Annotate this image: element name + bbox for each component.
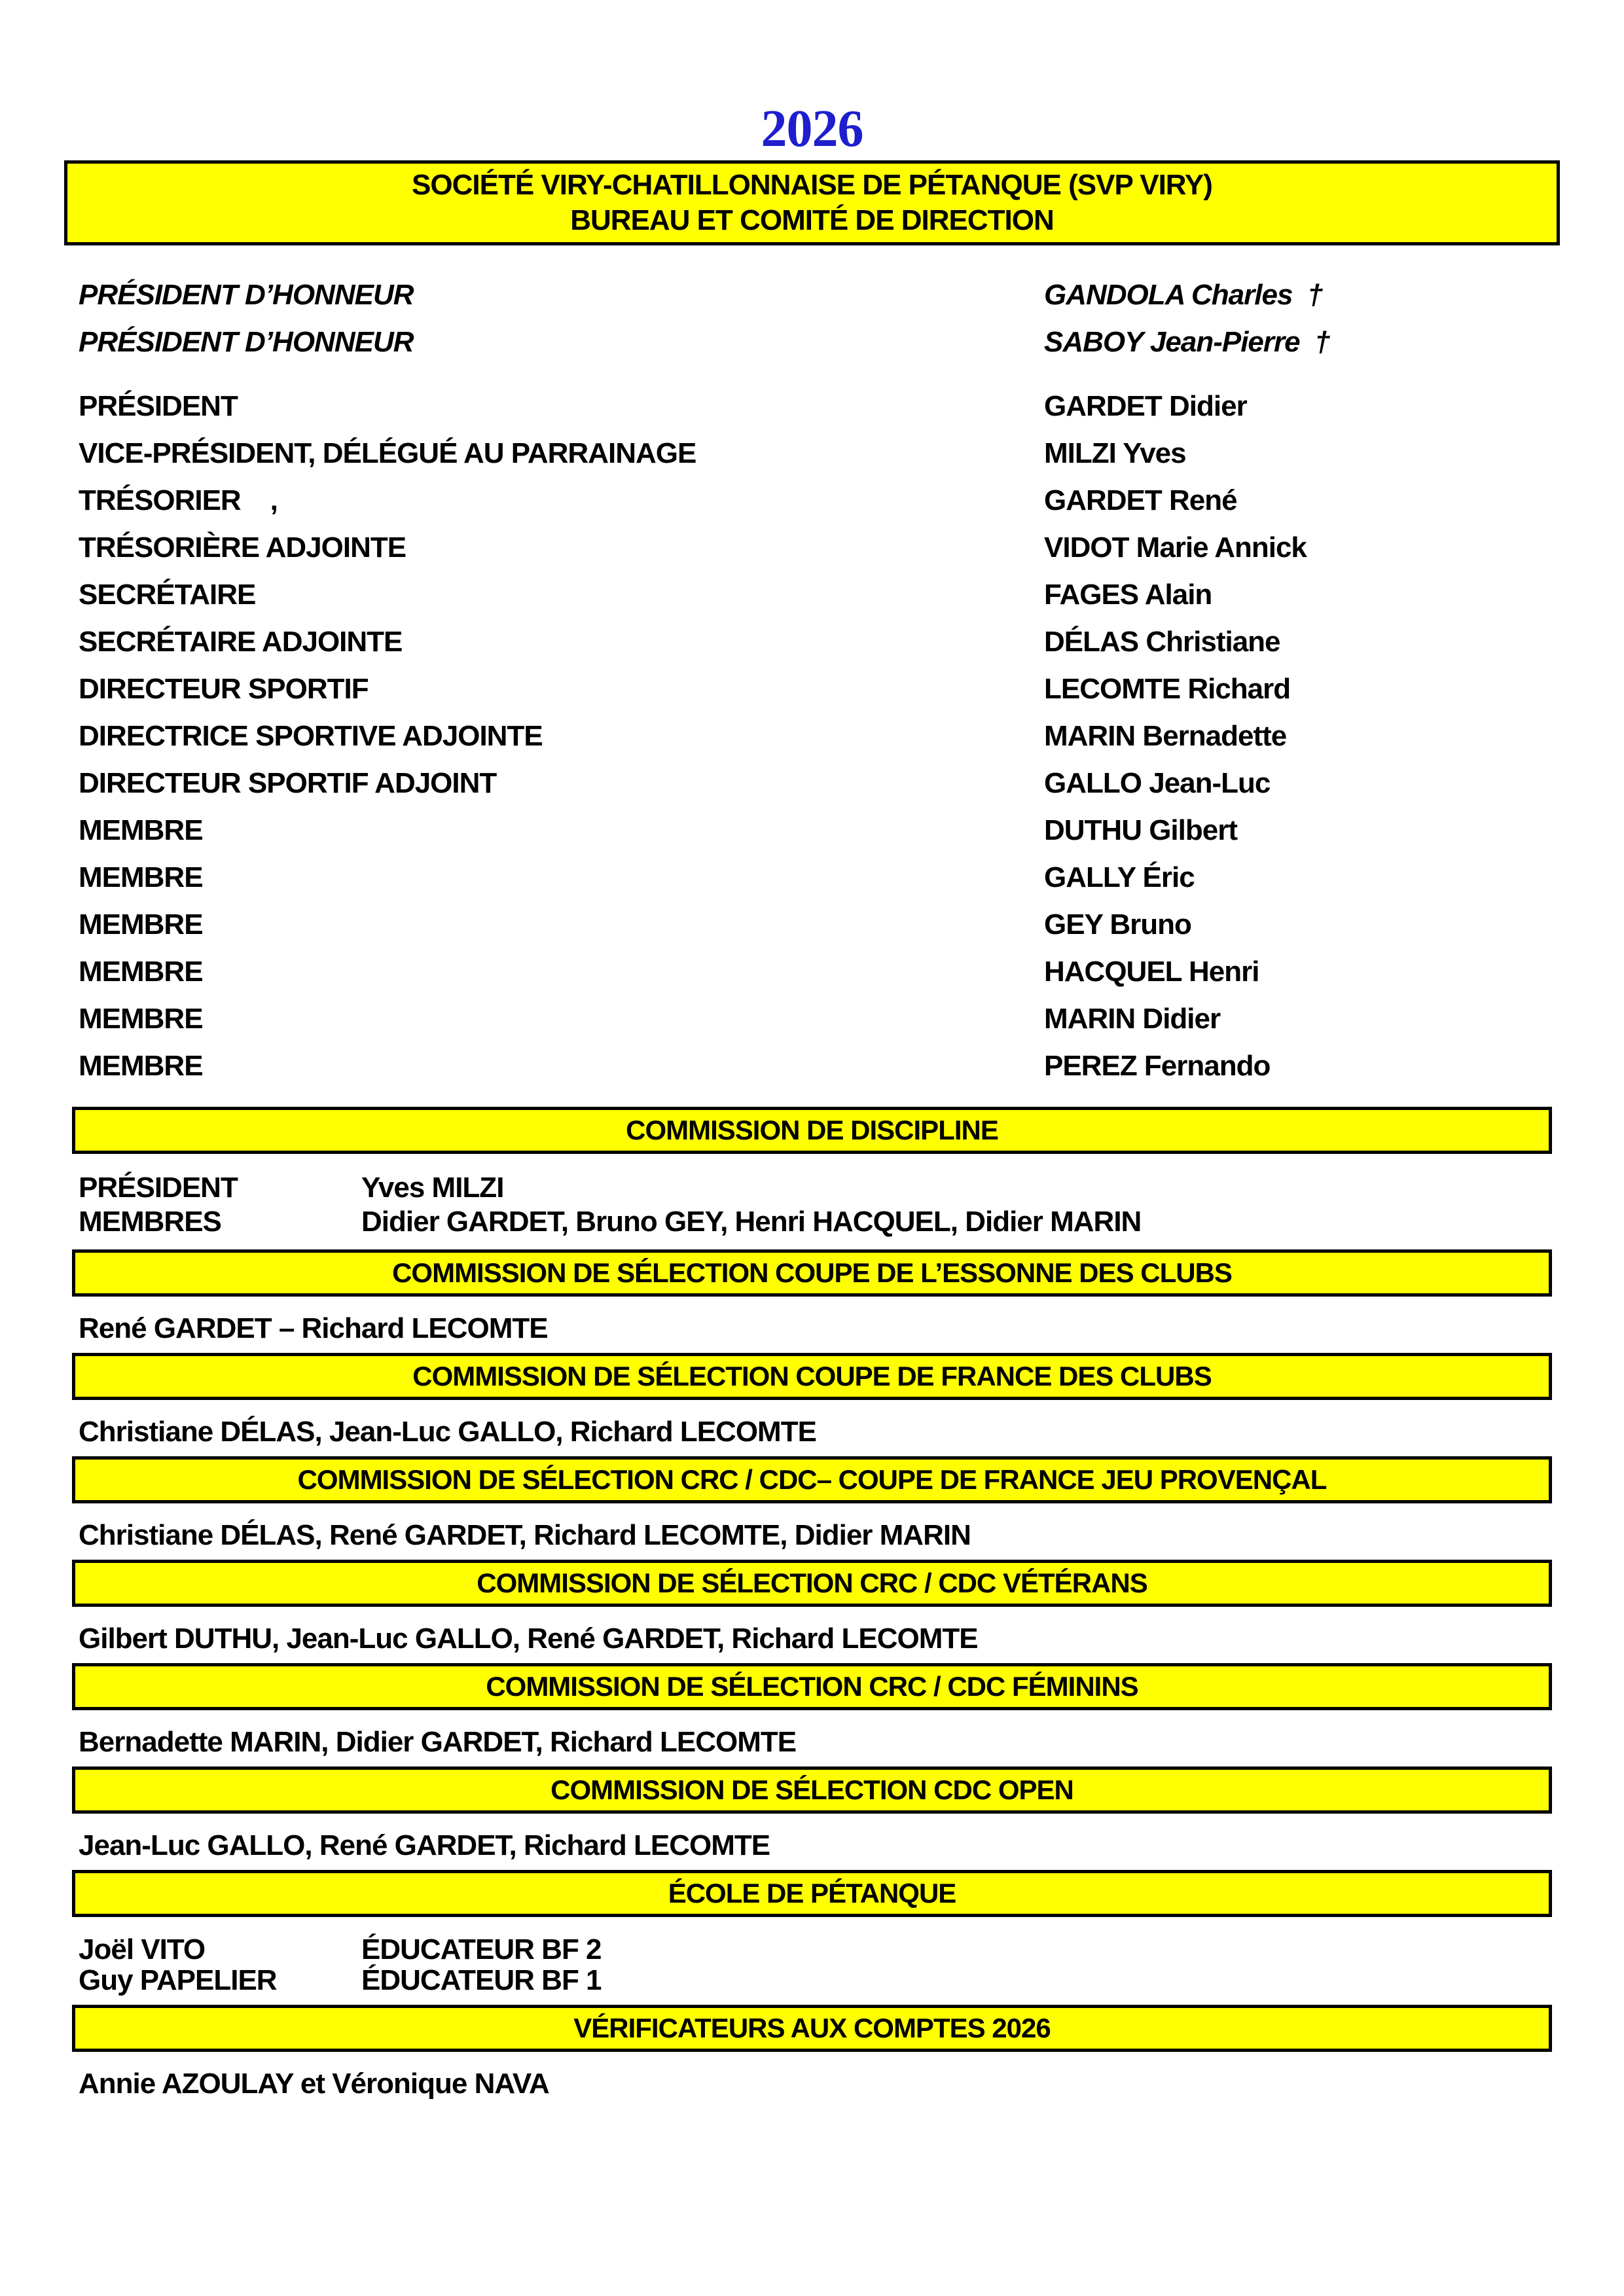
discipline-table: [0, 1172, 1624, 1240]
member-name: VIDOT Marie Annick: [1044, 531, 1307, 564]
kv-row-educateur-bf1: [0, 1965, 1624, 1996]
section-banner-crc-cdc-provencal: [72, 1456, 1552, 1503]
bureau-row-vice-president: [0, 438, 1624, 485]
bureau-row-honorary-president-1: [0, 279, 1624, 327]
member-name: DÉLAS Christiane: [1044, 626, 1280, 658]
section-banner-label: COMMISSION DE DISCIPLINE: [626, 1115, 998, 1145]
member-name: MARIN Bernadette: [1044, 720, 1287, 752]
bureau-row-membre-4: [0, 956, 1624, 1003]
role-label: MEMBRE: [79, 861, 203, 893]
section-banner-label: COMMISSION DE SÉLECTION COUPE DE FRANCE DES CLUBS: [412, 1361, 1212, 1391]
role-label: MEMBRE: [79, 956, 203, 988]
bureau-row-secretaire-adjointe: [0, 626, 1624, 673]
bureau-row-membre-3: [0, 909, 1624, 956]
members-line-coupe-essonne: René GARDET – Richard LECOMTE: [79, 1312, 548, 1344]
member-name: HACQUEL Henri: [1044, 956, 1259, 988]
role-label: VICE-PRÉSIDENT, DÉLÉGUÉ AU PARRAINAGE: [79, 437, 696, 469]
member-name: MARIN Didier: [1044, 1003, 1221, 1035]
member-name: GARDET René: [1044, 484, 1237, 516]
role-label: SECRÉTAIRE: [79, 579, 256, 611]
role-label: MEMBRE: [79, 1003, 203, 1035]
section-banner-coupe-essonne: [72, 1249, 1552, 1297]
member-name: GALLO Jean-Luc: [1044, 767, 1271, 799]
bureau-row-directeur-sportif-adjoint: [0, 768, 1624, 815]
member-name: DUTHU Gilbert: [1044, 814, 1237, 846]
kv-label: PRÉSIDENT: [79, 1172, 238, 1204]
member-name: GARDET Didier: [1044, 390, 1247, 422]
role-label: PRÉSIDENT D’HONNEUR: [79, 326, 414, 358]
section-banner-crc-cdc-veterans: [72, 1560, 1552, 1607]
bureau-list: [0, 279, 1624, 1098]
members-line-coupe-france: Christiane DÉLAS, Jean-Luc GALLO, Richard LECOMTE: [79, 1416, 816, 1448]
title-banner-line2: BUREAU ET COMITÉ DE DIRECTION: [570, 204, 1054, 236]
kv-label: MEMBRES: [79, 1206, 221, 1238]
section-banner-coupe-france: [72, 1353, 1552, 1400]
members-line-crc-cdc-provencal: Christiane DÉLAS, René GARDET, Richard LECOMTE, Didier MARIN: [79, 1519, 971, 1551]
kv-value: Didier GARDET, Bruno GEY, Henri HACQUEL, Didier MARIN: [361, 1206, 1142, 1238]
title-banner: [64, 160, 1560, 245]
role-label: DIRECTRICE SPORTIVE ADJOINTE: [79, 720, 543, 752]
section-banner-cdc-open: [72, 1767, 1552, 1814]
bureau-row-secretaire: [0, 579, 1624, 626]
section-banner-label: COMMISSION DE SÉLECTION CDC OPEN: [550, 1774, 1074, 1805]
kv-label: Joël VITO: [79, 1933, 206, 1965]
role-label: TRÉSORIER ,: [79, 484, 278, 516]
member-name: GALLY Éric: [1044, 861, 1195, 893]
member-name: GEY Bruno: [1044, 908, 1191, 941]
bureau-row-honorary-president-2: [0, 327, 1624, 374]
members-line-crc-cdc-veterans: Gilbert DUTHU, Jean-Luc GALLO, René GARDET, Richard LECOMTE: [79, 1623, 978, 1655]
role-label: MEMBRE: [79, 1050, 203, 1082]
bureau-row-membre-1: [0, 815, 1624, 862]
role-label: DIRECTEUR SPORTIF ADJOINT: [79, 767, 497, 799]
kv-value: Yves MILZI: [361, 1172, 504, 1204]
bureau-row-membre-6: [0, 1050, 1624, 1098]
ecole-table: [0, 1934, 1624, 1996]
member-name: PEREZ Fernando: [1044, 1050, 1271, 1082]
section-banner-ecole-petanque: [72, 1870, 1552, 1917]
kv-label: Guy PAPELIER: [79, 1964, 277, 1996]
role-label: MEMBRE: [79, 908, 203, 941]
section-banner-label: COMMISSION DE SÉLECTION CRC / CDC VÉTÉRANS: [477, 1568, 1147, 1598]
members-line-cdc-open: Jean-Luc GALLO, René GARDET, Richard LECOMTE: [79, 1829, 770, 1861]
section-banner-verificateurs: [72, 2005, 1552, 2052]
bureau-row-directrice-sportive-adjointe: [0, 721, 1624, 768]
section-banner-label: ÉCOLE DE PÉTANQUE: [668, 1878, 956, 1909]
member-name: FAGES Alain: [1044, 579, 1212, 611]
role-label: TRÉSORIÈRE ADJOINTE: [79, 531, 406, 564]
role-label: PRÉSIDENT: [79, 390, 238, 422]
bureau-row-membre-2: [0, 862, 1624, 909]
section-banner-crc-cdc-feminins: [72, 1663, 1552, 1710]
kv-value: ÉDUCATEUR BF 1: [361, 1964, 602, 1996]
members-line-crc-cdc-feminins: Bernadette MARIN, Didier GARDET, Richard LECOMTE: [79, 1726, 797, 1758]
member-name: SABOY Jean-Pierre †: [1044, 326, 1330, 358]
member-name: GANDOLA Charles †: [1044, 279, 1323, 311]
section-banner-label: COMMISSION DE SÉLECTION CRC / CDC FÉMININS: [486, 1671, 1138, 1702]
bureau-row-tresoriere-adjointe: [0, 532, 1624, 579]
members-line-verificateurs: Annie AZOULAY et Véronique NAVA: [79, 2068, 549, 2100]
role-label: MEMBRE: [79, 814, 203, 846]
role-label: PRÉSIDENT D’HONNEUR: [79, 279, 414, 311]
section-banner-label: COMMISSION DE SÉLECTION CRC / CDC– COUPE DE FRANCE JEU PROVENÇAL: [297, 1464, 1327, 1495]
member-name: MILZI Yves: [1044, 437, 1186, 469]
kv-value: ÉDUCATEUR BF 2: [361, 1933, 602, 1965]
section-banner-commission-discipline: [72, 1107, 1552, 1154]
section-banner-label: VÉRIFICATEURS AUX COMPTES 2026: [573, 2013, 1051, 2043]
bureau-row-membre-5: [0, 1003, 1624, 1050]
role-label: SECRÉTAIRE ADJOINTE: [79, 626, 403, 658]
role-label: DIRECTEUR SPORTIF: [79, 673, 369, 705]
kv-row-membres: [0, 1206, 1624, 1240]
bureau-row-directeur-sportif: [0, 673, 1624, 721]
bureau-row-tresorier: [0, 485, 1624, 532]
section-banner-label: COMMISSION DE SÉLECTION COUPE DE L’ESSONNE DES CLUBS: [392, 1257, 1232, 1288]
title-banner-line1: SOCIÉTÉ VIRY-CHATILLONNAISE DE PÉTANQUE (SVP VIRY): [412, 169, 1212, 201]
member-name: LECOMTE Richard: [1044, 673, 1291, 705]
kv-row-educateur-bf2: [0, 1934, 1624, 1965]
kv-row-president: [0, 1172, 1624, 1206]
year-title: 2026: [761, 100, 863, 158]
bureau-row-president: [0, 391, 1624, 438]
